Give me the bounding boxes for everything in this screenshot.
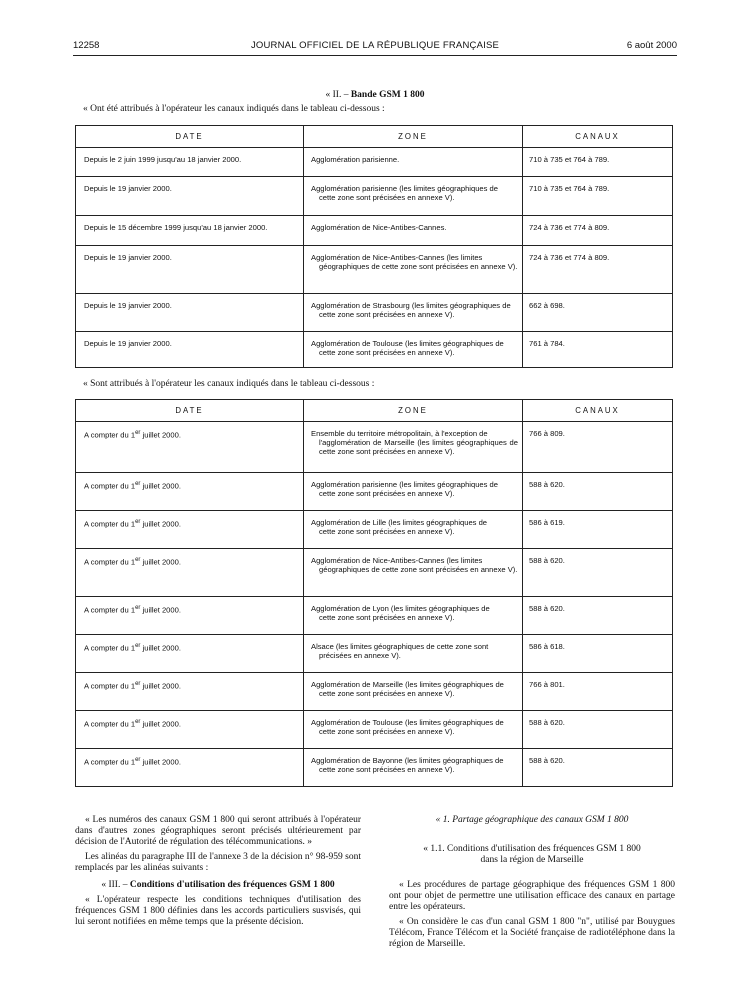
cell-canaux: 724 à 736 et 774 à 809. (523, 246, 673, 294)
table-row (76, 635, 673, 673)
section-iii-heading: « III. – Conditions d'utilisation des fréquences GSM 1 800 (101, 880, 335, 890)
cell-date: A compter du 1er juillet 2000. (76, 635, 304, 673)
table-row (76, 749, 673, 787)
paragraph: « On considère le cas d'un canal GSM 1 800 "n", utilisé par Bouygues Télécom, France Télécom et la Société française de radiotéléphone dans la région de Marseille. (389, 917, 675, 949)
cell-zone: Agglomération de Bayonne (les limites géographiques de cette zone sont précisées en annexe V). (304, 749, 523, 787)
table-row (76, 332, 673, 368)
paragraph: « Les procédures de partage géographique des fréquences GSM 1 800 ont pour objet de permettre une utilisation efficace des canaux en partage entre les opérateurs. (389, 880, 675, 912)
table-header-row (76, 126, 673, 148)
cell-zone: Agglomération de Marseille (les limites géographiques de cette zone sont précisées en annexe V). (304, 673, 523, 711)
page-header (73, 38, 677, 54)
cell-date: Depuis le 19 janvier 2000. (76, 177, 304, 216)
cell-zone: Ensemble du territoire métropolitain, à l'exception de l'agglomération de Marseille (les limites géographiques de cette zone sont précisées en annexe V). (304, 422, 523, 473)
cell-canaux: 588 à 620. (523, 597, 673, 635)
cell-zone: Agglomération de Toulouse (les limites géographiques de cette zone sont précisées en annexe V). (304, 332, 523, 368)
cell-zone: Agglomération de Nice-Antibes-Cannes. (304, 216, 523, 246)
table-2 (75, 399, 673, 787)
cell-canaux: 588 à 620. (523, 549, 673, 597)
table-row (76, 673, 673, 711)
table-row (76, 148, 673, 177)
table-header-row (76, 400, 673, 422)
cell-zone: Agglomération de Lyon (les limites géographiques de cette zone sont précisées en annexe V). (304, 597, 523, 635)
right-column (389, 815, 675, 954)
subsection-1-heading: « 1. Partage géographique des canaux GSM 1 800 (435, 815, 629, 825)
column-header-zone: ZONE (304, 126, 523, 148)
cell-date: A compter du 1er juillet 2000. (76, 711, 304, 749)
cell-date: Depuis le 2 juin 1999 jusqu'au 18 janvier 2000. (76, 148, 304, 177)
column-header-date: DATE (76, 126, 304, 148)
column-header-canaux: CANAUX (523, 126, 673, 148)
header-rule (73, 55, 677, 56)
table2-intro: « Sont attribués à l'opérateur les canaux indiqués dans le tableau ci-dessous : (83, 379, 375, 389)
cell-zone: Agglomération de Lille (les limites géographiques de cette zone sont précisées en annexe V). (304, 511, 523, 549)
cell-zone: Agglomération de Strasbourg (les limites géographiques de cette zone sont précisées en annexe V). (304, 294, 523, 332)
cell-canaux: 761 à 784. (523, 332, 673, 368)
cell-canaux: 766 à 809. (523, 422, 673, 473)
cell-canaux: 586 à 619. (523, 511, 673, 549)
cell-canaux: 710 à 735 et 764 à 789. (523, 177, 673, 216)
cell-canaux: 586 à 618. (523, 635, 673, 673)
section-ii-title: « II. – Bande GSM 1 800 (325, 90, 425, 100)
cell-zone: Agglomération parisienne (les limites géographiques de cette zone sont précisées en annexe V). (304, 177, 523, 216)
table-row (76, 216, 673, 246)
cell-canaux: 724 à 736 et 774 à 809. (523, 216, 673, 246)
column-header-canaux: CANAUX (523, 400, 673, 422)
journal-title: JOURNAL OFFICIEL DE LA RÉPUBLIQUE FRANÇAISE (250, 40, 500, 51)
table-row (76, 246, 673, 294)
cell-canaux: 588 à 620. (523, 749, 673, 787)
paragraph: Les alinéas du paragraphe III de l'annexe 3 de la décision n° 98-959 sont remplacés par les alinéas suivants : (75, 852, 361, 873)
table-row (76, 711, 673, 749)
cell-date: A compter du 1er juillet 2000. (76, 597, 304, 635)
cell-date: Depuis le 15 décembre 1999 jusqu'au 18 janvier 2000. (76, 216, 304, 246)
cell-date: A compter du 1er juillet 2000. (76, 549, 304, 597)
cell-canaux: 710 à 735 et 764 à 789. (523, 148, 673, 177)
cell-zone: Agglomération parisienne. (304, 148, 523, 177)
cell-zone: Alsace (les limites géographiques de cette zone sont précisées en annexe V). (304, 635, 523, 673)
cell-date: Depuis le 19 janvier 2000. (76, 294, 304, 332)
left-column (75, 815, 361, 932)
cell-zone: Agglomération parisienne (les limites géographiques de cette zone sont précisées en annexe V). (304, 473, 523, 511)
cell-canaux: 766 à 801. (523, 673, 673, 711)
column-header-zone: ZONE (304, 400, 523, 422)
cell-zone: Agglomération de Nice-Antibes-Cannes (les limites géographiques de cette zone sont précisées en annexe V). (304, 549, 523, 597)
paragraph: « Les numéros des canaux GSM 1 800 qui seront attribués à l'opérateur dans d'autres zones géographiques seront précisés ultérieurement par décision de l'Autorité de régulation des télécommunications. » (75, 815, 361, 847)
table-row (76, 294, 673, 332)
cell-date: Depuis le 19 janvier 2000. (76, 332, 304, 368)
cell-date: Depuis le 19 janvier 2000. (76, 246, 304, 294)
table-row (76, 473, 673, 511)
cell-canaux: 588 à 620. (523, 711, 673, 749)
table-row (76, 422, 673, 473)
cell-date: A compter du 1er juillet 2000. (76, 673, 304, 711)
table-1 (75, 125, 673, 368)
page-number: 12258 (73, 40, 100, 51)
table-row (76, 597, 673, 635)
cell-canaux: 662 à 698. (523, 294, 673, 332)
cell-date: A compter du 1er juillet 2000. (76, 473, 304, 511)
cell-date: A compter du 1er juillet 2000. (76, 422, 304, 473)
paragraph: « L'opérateur respecte les conditions techniques d'utilisation des fréquences GSM 1 800 définies dans les accords particuliers susvisés, qui lui seront notifiées en même temps que la présente décision. (75, 895, 361, 927)
table-row (76, 177, 673, 216)
cell-date: A compter du 1er juillet 2000. (76, 749, 304, 787)
cell-zone: Agglomération de Nice-Antibes-Cannes (les limites géographiques de cette zone sont précisées en annexe V). (304, 246, 523, 294)
cell-canaux: 588 à 620. (523, 473, 673, 511)
issue-date: 6 août 2000 (626, 40, 677, 51)
table-row (76, 549, 673, 597)
column-header-date: DATE (76, 400, 304, 422)
table1-intro: « Ont été attribués à l'opérateur les canaux indiqués dans le tableau ci-dessous : (83, 104, 385, 114)
subsection-1-1-heading: « 1.1. Conditions d'utilisation des fréquences GSM 1 800 (423, 844, 641, 854)
cell-zone: Agglomération de Toulouse (les limites géographiques de cette zone sont précisées en annexe V). (304, 711, 523, 749)
subsection-1-1-heading-line2: dans la région de Marseille (480, 855, 584, 865)
table-row (76, 511, 673, 549)
cell-date: A compter du 1er juillet 2000. (76, 511, 304, 549)
